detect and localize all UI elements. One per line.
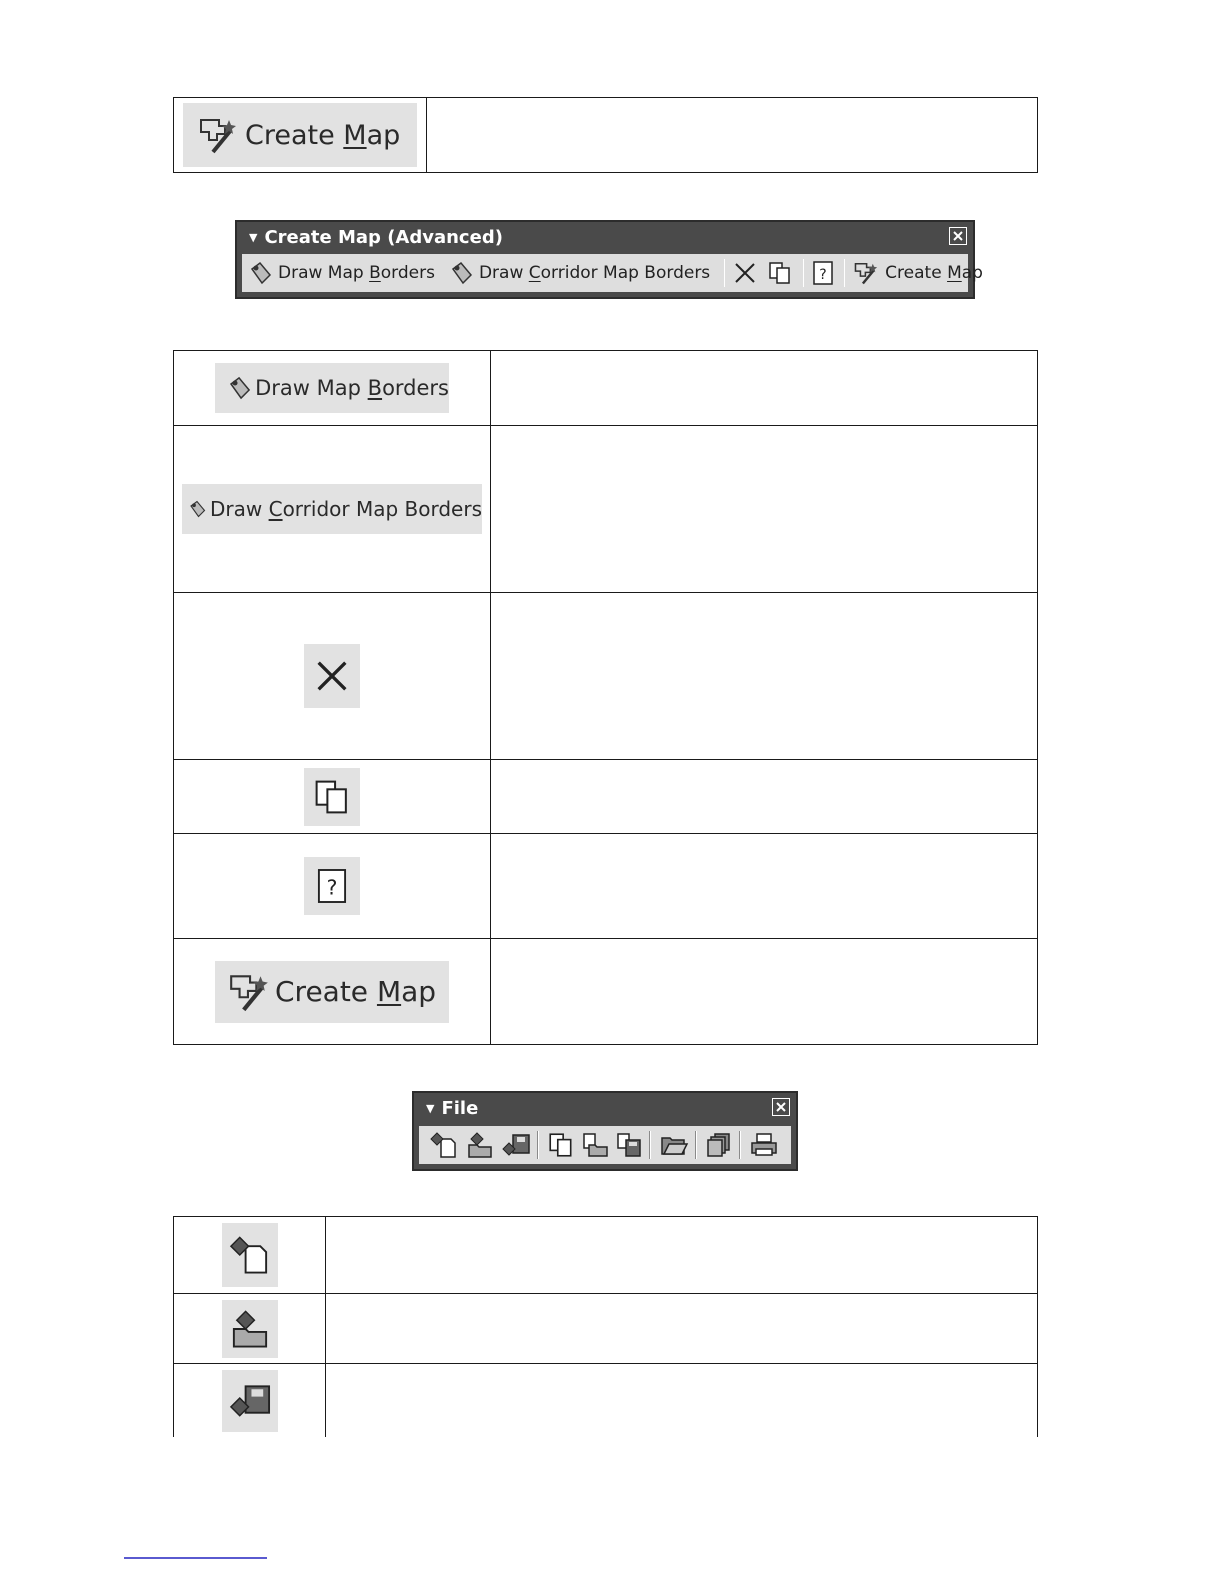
- toolbar-close-button[interactable]: [949, 227, 967, 245]
- table-row: [174, 1364, 1038, 1438]
- create-map-intro-desc-cell: [427, 98, 1038, 173]
- toolbar-menu-triangle-icon[interactable]: ▼: [249, 230, 258, 244]
- open-folder-button[interactable]: [659, 1132, 689, 1158]
- open-file-icon: [465, 1131, 495, 1159]
- delete-icon: [733, 261, 757, 285]
- delete-button[interactable]: [733, 261, 757, 285]
- draw-corridor-borders-icon: [188, 493, 206, 525]
- create-map-advanced-toolbar: [235, 220, 983, 299]
- draw-borders-icon: [227, 372, 251, 404]
- description-cell: [491, 834, 1038, 939]
- delete-capture: [304, 644, 360, 708]
- file-toolbar: [412, 1091, 798, 1171]
- draw-corridor-label-post: orridor Map Borders: [540, 263, 711, 283]
- table-row: [174, 760, 1038, 834]
- close-icon: [775, 1101, 787, 1113]
- create-map-capture: [215, 961, 449, 1023]
- copy-save-icon: [615, 1131, 643, 1159]
- close-icon: [952, 230, 964, 242]
- toolbar-title: Create Map (Advanced): [264, 226, 503, 248]
- image-cell: [174, 939, 491, 1045]
- create-map-intro-table: [173, 97, 1038, 173]
- save-file-icon: [228, 1380, 272, 1422]
- draw-corridor-map-borders-capture: [182, 484, 482, 534]
- draw-map-borders-capture: [215, 363, 449, 413]
- image-cell: [174, 351, 491, 426]
- create-map-button-capture: [183, 103, 417, 167]
- row-draw-corridor-label-pre: Draw: [210, 497, 269, 521]
- table-row: [174, 1217, 1038, 1294]
- description-cell: [326, 1217, 1038, 1294]
- toolbar-separator: [537, 1131, 539, 1159]
- open-file-capture: [222, 1300, 278, 1358]
- row-create-map-label-accel: M: [376, 975, 402, 1008]
- description-cell: [491, 426, 1038, 593]
- new-file-icon: [228, 1234, 272, 1276]
- draw-borders-label-accel: B: [369, 263, 381, 283]
- row-draw-borders-label-accel: B: [367, 376, 383, 400]
- toolbar-close-button[interactable]: [772, 1098, 790, 1116]
- description-cell: [326, 1294, 1038, 1364]
- image-cell: [174, 834, 491, 939]
- draw-corridor-label-pre: Draw: [478, 263, 529, 283]
- draw-corridor-borders-icon: [449, 261, 473, 285]
- table-row: [174, 834, 1038, 939]
- row-draw-corridor-label-post: orridor Map Borders: [282, 497, 482, 521]
- draw-borders-label-pre: Draw Map: [278, 263, 370, 283]
- draw-corridor-map-borders-button[interactable]: [449, 261, 710, 285]
- toolbar-button-row: [419, 1126, 791, 1164]
- save-file-button[interactable]: [501, 1131, 531, 1159]
- help-button[interactable]: [812, 260, 834, 286]
- file-copy-save-button[interactable]: [615, 1131, 643, 1159]
- description-cell: [326, 1364, 1038, 1438]
- help-capture: [304, 857, 360, 915]
- file-copy-open-button[interactable]: [581, 1131, 609, 1159]
- copy-open-icon: [581, 1131, 609, 1159]
- new-file-button[interactable]: [429, 1131, 459, 1159]
- toolbar-separator: [844, 259, 845, 287]
- create-map-tb-label-post: ap: [961, 263, 983, 283]
- table-row: [174, 351, 1038, 426]
- open-file-button[interactable]: [465, 1131, 495, 1159]
- row-create-map-label-pre: Create: [275, 975, 377, 1008]
- open-folder-icon: [659, 1132, 689, 1158]
- draw-map-borders-button[interactable]: [248, 261, 435, 285]
- svg-text:?: ?: [326, 875, 338, 900]
- create-map-icon: [227, 970, 271, 1014]
- toolbar-title: File: [441, 1097, 479, 1119]
- help-icon: [812, 260, 834, 286]
- copy-icon: [547, 1131, 575, 1159]
- toolbar-separator: [803, 259, 804, 287]
- table-row: [174, 593, 1038, 760]
- toolbar-title-bar[interactable]: [237, 222, 973, 252]
- delete-icon: [312, 656, 352, 696]
- print-button[interactable]: [749, 1131, 779, 1159]
- create-map-label-post: ap: [366, 119, 401, 151]
- row-create-map-label-post: ap: [401, 975, 437, 1008]
- table-row: [174, 939, 1038, 1045]
- file-buttons-table: [173, 1216, 1038, 1437]
- toolbar-button-row: [242, 254, 983, 292]
- create-map-icon: [853, 260, 879, 286]
- create-map-toolbar-button[interactable]: [853, 260, 983, 286]
- file-copy-button[interactable]: [547, 1131, 575, 1159]
- create-map-tb-label-pre: Create: [885, 263, 948, 283]
- row-draw-borders-label-post: orders: [382, 376, 449, 400]
- copy-button[interactable]: [767, 260, 793, 286]
- open-file-icon: [228, 1308, 272, 1350]
- toolbar-separator: [739, 1131, 741, 1159]
- copy-icon: [312, 777, 352, 817]
- row-draw-corridor-label-accel: C: [268, 497, 283, 521]
- toolbar-menu-triangle-icon[interactable]: ▼: [426, 1101, 435, 1115]
- create-map-label-accel: M: [343, 119, 367, 151]
- image-cell: [174, 1294, 326, 1364]
- draw-borders-icon: [248, 261, 272, 285]
- draw-borders-label-post: orders: [380, 263, 435, 283]
- create-map-label-pre: Create: [245, 119, 344, 151]
- description-cell: [491, 760, 1038, 834]
- image-cell: [174, 760, 491, 834]
- save-file-icon: [501, 1131, 531, 1159]
- row-draw-borders-label-pre: Draw Map: [255, 376, 368, 400]
- toolbar-separator: [649, 1131, 651, 1159]
- copy-icon: [767, 260, 793, 286]
- image-cell: [174, 1217, 326, 1294]
- toolbar-separator: [724, 259, 725, 287]
- advanced-buttons-table: [173, 350, 1038, 1045]
- file-buttons-table-clip: [173, 1216, 1039, 1437]
- new-file-capture: [222, 1223, 278, 1287]
- image-cell: [174, 1364, 326, 1438]
- create-map-icon: [197, 114, 239, 156]
- help-icon: [316, 867, 348, 905]
- table-row: [174, 1294, 1038, 1364]
- toolbar-separator: [695, 1131, 697, 1159]
- footnote-separator-line: [124, 1557, 267, 1559]
- toolbar-title-bar[interactable]: [414, 1093, 796, 1123]
- image-cell: [174, 593, 491, 760]
- save-file-capture: [222, 1370, 278, 1432]
- copy-capture: [304, 768, 360, 826]
- description-cell: [491, 351, 1038, 426]
- description-cell: [491, 593, 1038, 760]
- close-all-button[interactable]: [705, 1131, 733, 1159]
- stacked-documents-icon: [705, 1131, 733, 1159]
- printer-icon: [749, 1131, 779, 1159]
- create-map-tb-label-accel: M: [947, 263, 962, 283]
- create-map-intro-image-cell: [174, 98, 427, 173]
- new-file-icon: [429, 1131, 459, 1159]
- image-cell: [174, 426, 491, 593]
- draw-corridor-label-accel: C: [528, 263, 541, 283]
- table-row: [174, 426, 1038, 593]
- svg-text:?: ?: [819, 267, 827, 283]
- description-cell: [491, 939, 1038, 1045]
